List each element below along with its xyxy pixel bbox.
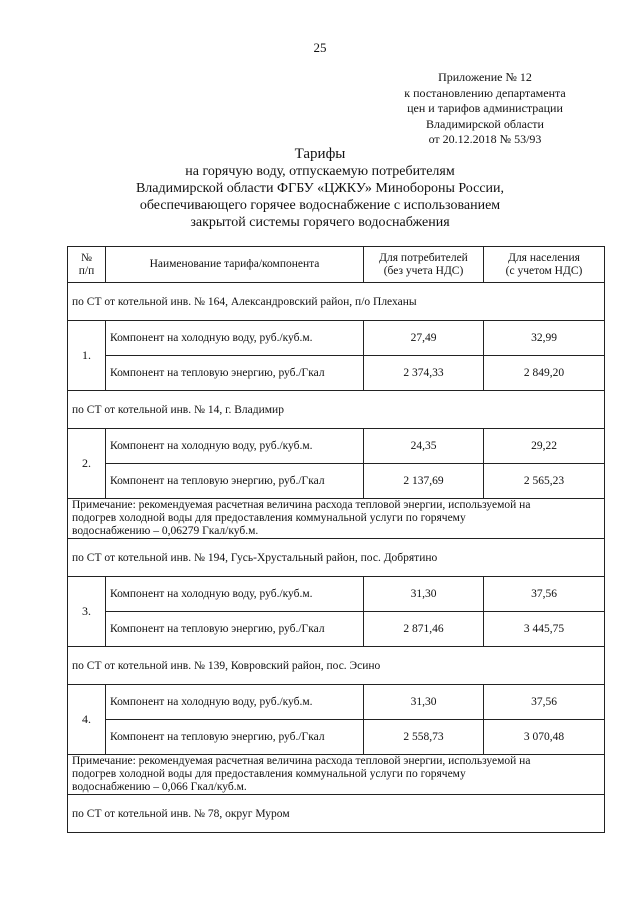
section-title: по СТ от котельной инв. № 14, г. Владимир [68, 391, 605, 429]
component-name: Компонент на тепловую энергию, руб./Гкал [106, 612, 364, 647]
page-number: 25 [313, 40, 327, 55]
component-name: Компонент на холодную воду, руб./куб.м. [106, 429, 364, 464]
section-title-row [68, 391, 605, 429]
component-name: Компонент на тепловую энергию, руб./Гкал [106, 464, 364, 499]
document-title [80, 146, 560, 231]
consumers-value: 31,30 [364, 577, 484, 612]
row-number: 3. [68, 577, 106, 647]
header-name: Наименование тарифа/компонента [106, 247, 364, 283]
title-main: Тарифы [294, 146, 346, 162]
population-value: 37,56 [484, 577, 605, 612]
population-value: 2 849,20 [484, 356, 605, 391]
appendix-line: Приложение № 12 [438, 70, 532, 84]
consumers-value: 2 374,33 [364, 356, 484, 391]
note-row [68, 755, 605, 795]
section-title-row [68, 795, 605, 833]
section-title: по СТ от котельной инв. № 194, Гусь-Хрустальный район, пос. Добрятино [68, 539, 605, 577]
note-text: Примечание: рекомендуемая расчетная величина расхода тепловой энергии, используемой на подогрев холодной воды для предоставления коммунальной услуги по горячему водоснабжению – 0,066 Гкал/куб.м. [68, 755, 605, 795]
tariffs-table [67, 246, 605, 833]
table-row [68, 612, 605, 647]
table-row [68, 720, 605, 755]
table-header-row [68, 247, 605, 283]
section-title-row [68, 283, 605, 321]
component-name: Компонент на тепловую энергию, руб./Гкал [106, 356, 364, 391]
population-value: 32,99 [484, 321, 605, 356]
title-line: Владимирской области ФГБУ «ЦЖКУ» Минобороны России, [135, 181, 505, 196]
consumers-value: 2 558,73 [364, 720, 484, 755]
header-consumers: Для потребителей (без учета НДС) [364, 247, 484, 283]
appendix-line: цен и тарифов администрации [407, 101, 563, 115]
component-name: Компонент на тепловую энергию, руб./Гкал [106, 720, 364, 755]
consumers-value: 31,30 [364, 685, 484, 720]
table-row [68, 685, 605, 720]
row-number: 1. [68, 321, 106, 391]
section-title: по СТ от котельной инв. № 139, Ковровский район, пос. Эсино [68, 647, 605, 685]
appendix-line: Владимирской области [426, 116, 544, 131]
table-row [68, 321, 605, 356]
title-line: закрытой системы горячего водоснабжения [190, 215, 450, 230]
header-number: № п/п [68, 247, 106, 283]
header-population: Для населения (с учетом НДС) [484, 247, 605, 283]
consumers-value: 24,35 [364, 429, 484, 464]
section-title: по СТ от котельной инв. № 78, округ Муром [68, 795, 605, 833]
section-title: по СТ от котельной инв. № 164, Александровский район, п/о Плеханы [68, 283, 605, 321]
consumers-value: 2 137,69 [364, 464, 484, 499]
consumers-value: 27,49 [364, 321, 484, 356]
population-value: 3 070,48 [484, 720, 605, 755]
appendix-line: от 20.12.2018 № 53/93 [428, 132, 542, 146]
component-name: Компонент на холодную воду, руб./куб.м. [106, 321, 364, 356]
title-line: обеспечивающего горячее водоснабжение с использованием [139, 198, 501, 213]
row-number: 4. [68, 685, 106, 755]
component-name: Компонент на холодную воду, руб./куб.м. [106, 685, 364, 720]
table-row [68, 356, 605, 391]
section-title-row [68, 539, 605, 577]
table-row [68, 577, 605, 612]
population-value: 3 445,75 [484, 612, 605, 647]
appendix-line: к постановлению департамента [404, 85, 566, 100]
population-value: 29,22 [484, 429, 605, 464]
row-number: 2. [68, 429, 106, 499]
component-name: Компонент на холодную воду, руб./куб.м. [106, 577, 364, 612]
note-text: Примечание: рекомендуемая расчетная величина расхода тепловой энергии, используемой на подогрев холодной воды для предоставления коммунальной услуги по горячему водоснабжению – 0,06279 Гкал/куб.м. [68, 499, 605, 539]
title-line: на горячую воду, отпускаемую потребителям [185, 164, 455, 179]
consumers-value: 2 871,46 [364, 612, 484, 647]
note-row [68, 499, 605, 539]
population-value: 37,56 [484, 685, 605, 720]
appendix-block [380, 70, 590, 148]
table-row [68, 429, 605, 464]
section-title-row [68, 647, 605, 685]
table-row [68, 464, 605, 499]
population-value: 2 565,23 [484, 464, 605, 499]
